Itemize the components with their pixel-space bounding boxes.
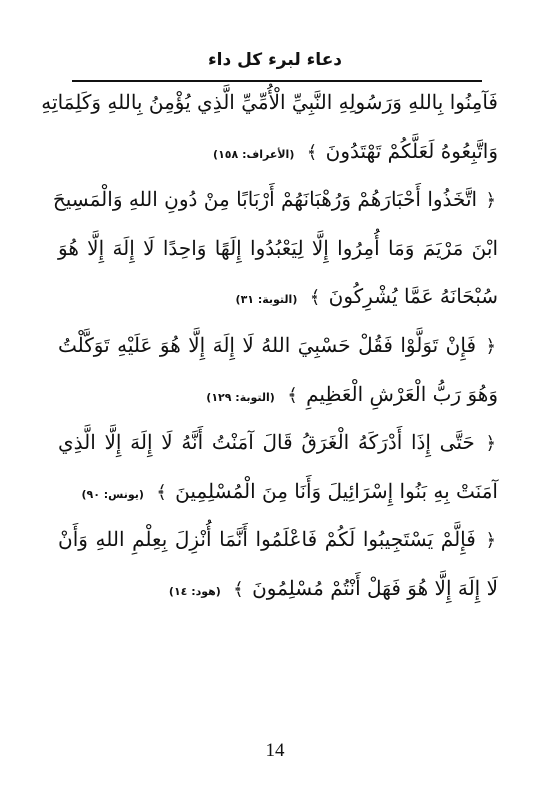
verse-5-line-1	[58, 527, 498, 552]
verse-line-text: وَاتَّبِعُوهُ لَعَلَّكُمْ تَهْتَدُونَ	[325, 138, 498, 163]
verse-line-text: سُبْحَانَهُ عَمَّا يُشْرِكُونَ	[328, 284, 498, 309]
verse-4-line-1	[58, 430, 498, 455]
verse-2-line-1	[52, 187, 498, 212]
verse-reference: (يونس: ٩٠)	[81, 487, 144, 501]
page-number: 14	[265, 740, 285, 761]
closing-ornament: ﴾	[306, 141, 318, 163]
opening-ornament: ﴿	[485, 335, 497, 357]
verse-reference: (التوبة: ٣١)	[235, 293, 298, 307]
verse-line-text: اتَّخَذُوا أَحْبَارَهُمْ وَرُهْبَانَهُمْ أَرْبَابًا مِنْ دُونِ اللهِ وَالْمَسِيحَ	[52, 187, 478, 212]
opening-ornament: ﴿	[485, 190, 496, 212]
verse-2-line-3	[58, 284, 498, 309]
verse-line-text: فَإِلَّمْ يَسْتَجِيبُوا لَكُمْ فَاعْلَمُوا أَنَّمَا أُنْزِلَ بِعِلْمِ اللهِ وَأَنْ	[58, 527, 476, 552]
opening-ornament: ﴿	[485, 433, 497, 455]
verse-5-line-2	[58, 575, 498, 600]
closing-ornament: ﴾	[233, 578, 244, 600]
verse-3-line-1	[58, 332, 498, 357]
running-header: دعاء لبرء كل داء	[207, 50, 343, 70]
verse-reference: (التوبة: ١٢٩)	[206, 390, 275, 404]
closing-ornament: ﴾	[309, 287, 321, 309]
closing-ornament: ﴾	[156, 481, 167, 503]
verse-line-text: لَا إِلَهَ إِلَّا هُوَ فَهَلْ أَنْتُمْ مُسْلِمُونَ	[252, 575, 498, 600]
verse-line-text: حَتَّى إِذَا أَدْرَكَهُ الْغَرَقُ قَالَ آمَنْتُ أَنَّهُ لَا إِلَهَ إِلَّا الَّذِي	[58, 430, 475, 455]
verse-line-text: فَإِنْ تَوَلَّوْا فَقُلْ حَسْبِيَ اللهُ لَا إِلَهَ إِلَّا هُوَ عَلَيْهِ تَوَكَّلْتُ	[58, 332, 477, 357]
verse-2-line-2	[58, 235, 498, 260]
verse-1-line-2	[58, 138, 498, 163]
header-rule	[72, 80, 482, 82]
opening-ornament: ﴿	[485, 530, 496, 552]
verse-text-block	[41, 90, 498, 627]
verse-3-line-2	[58, 381, 498, 406]
verse-4-line-2	[58, 478, 498, 503]
verse-reference: (الأعراف: ١٥٨)	[213, 147, 295, 161]
verse-line-text: وَهُوَ رَبُّ الْعَرْشِ الْعَظِيمِ	[306, 381, 498, 406]
verse-line-text: فَآمِنُوا بِاللهِ وَرَسُولِهِ النَّبِيِّ الْأُمِّيِّ الَّذِي يُؤْمِنُ بِاللهِ وَكَلِمَاتِهِ	[41, 90, 498, 114]
verse-line-text: آمَنَتْ بِهِ بَنُوا إِسْرَائِيلَ وَأَنَا مِنَ الْمُسْلِمِينَ	[175, 478, 498, 503]
verse-line-text: ابْنَ مَرْيَمَ وَمَا أُمِرُوا إِلَّا لِيَعْبُدُوا إِلَهًا وَاحِدًا لَا إِلَهَ إِلَّا هُوَ	[58, 235, 498, 260]
verse-reference: (هود: ١٤)	[168, 584, 221, 598]
closing-ornament: ﴾	[287, 384, 298, 406]
verse-1-line-1	[41, 90, 498, 114]
